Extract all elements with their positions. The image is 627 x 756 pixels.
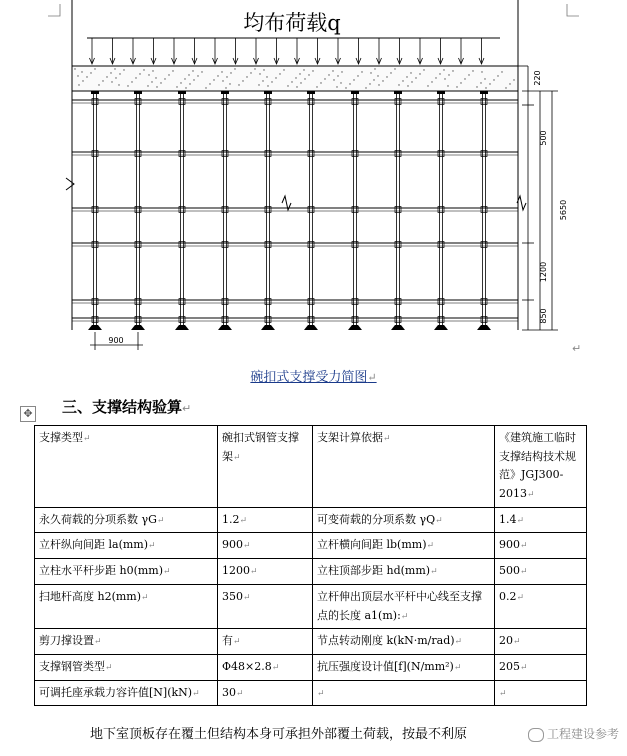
- table-row: [35, 584, 587, 628]
- table-cell: 支撑钢管类型↵: [35, 654, 218, 680]
- table-cell: 支架计算依据↵: [313, 426, 495, 508]
- table-cell: 900↵: [218, 533, 313, 559]
- dim-top-step: 500: [539, 130, 548, 146]
- table-row: [35, 654, 587, 680]
- figure-caption: 碗扣式支撑受力简图↵: [250, 370, 377, 385]
- table-cell: 节点转动刚度 k(kN·m/rad)↵: [313, 629, 495, 655]
- dim-total-height: 5650: [559, 199, 568, 221]
- table-cell: 1200↵: [218, 559, 313, 585]
- body-paragraph: 地下室顶板存在覆土但结构本身可承担外部覆土荷载，按最不利原: [90, 727, 468, 742]
- table-cell: 立杆纵向间距 la(mm)↵: [35, 533, 218, 559]
- table-cell: 0.2↵: [495, 584, 587, 628]
- dim-step: 1200: [539, 261, 548, 283]
- table-row: [35, 629, 587, 655]
- table-cell: 900↵: [495, 533, 587, 559]
- watermark: 工程建设参考: [528, 725, 619, 742]
- table-cell: 抗压强度设计值[f](N/mm²)↵: [313, 654, 495, 680]
- table-cell: 有↵: [218, 629, 313, 655]
- load-label: 均布荷载q: [243, 11, 341, 35]
- table-cell: 350↵: [218, 584, 313, 628]
- table-cell: 永久荷载的分项系数 γG↵: [35, 507, 218, 533]
- table-cell: 立杆伸出顶层水平杆中心线至支撑点的长度 a1(m):↵: [313, 584, 495, 628]
- dim-spacing: 900: [108, 336, 124, 345]
- table-cell: Φ48×2.8↵: [218, 654, 313, 680]
- corner-mark-left: [48, 4, 60, 16]
- table-cell: 扫地杆高度 h2(mm)↵: [35, 584, 218, 628]
- table-row: [35, 507, 587, 533]
- dim-bottom: 850: [539, 308, 548, 324]
- table-cell: 《建筑施工临时支撑结构技术规范》JGJ300-2013↵: [495, 426, 587, 508]
- table-cell: 1.4↵: [495, 507, 587, 533]
- section-mark: [66, 178, 74, 190]
- table-cell: 支撑类型↵: [35, 426, 218, 508]
- parameter-table: [34, 425, 587, 706]
- table-cell: 30↵: [218, 680, 313, 706]
- wechat-icon: [528, 728, 544, 742]
- table-cell: 1.2↵: [218, 507, 313, 533]
- return-mark-diagram: ↵: [572, 342, 582, 355]
- table-cell: 碗扣式钢管支撑架↵: [218, 426, 313, 508]
- table-row: [35, 426, 587, 508]
- table-cell: ↵: [495, 680, 587, 706]
- table-cell: 20↵: [495, 629, 587, 655]
- support-diagram: [0, 0, 627, 360]
- table-cell: 可调托座承载力容许值[N](kN)↵: [35, 680, 218, 706]
- table-cell: 可变荷载的分项系数 γQ↵: [313, 507, 495, 533]
- load-arrows: [90, 38, 485, 64]
- table-row: [35, 559, 587, 585]
- corner-mark-right: [567, 4, 579, 16]
- table-row: [35, 680, 587, 706]
- table-cell: 205↵: [495, 654, 587, 680]
- section-heading: 三、支撑结构验算↵: [62, 398, 192, 416]
- horizontal-bars: [72, 100, 518, 321]
- table-cell: 立杆横向间距 lb(mm)↵: [313, 533, 495, 559]
- table-cell: ↵: [313, 680, 495, 706]
- table-cell: 剪刀撑设置↵: [35, 629, 218, 655]
- table-cell: 500↵: [495, 559, 587, 585]
- table-cell: 立柱顶部步距 hd(mm)↵: [313, 559, 495, 585]
- table-cell: 立柱水平杆步距 h0(mm)↵: [35, 559, 218, 585]
- concrete-slab: [72, 66, 518, 91]
- table-row: [35, 533, 587, 559]
- table-move-handle[interactable]: ✥: [20, 406, 36, 422]
- base-plates: [88, 325, 491, 330]
- dim-slab: 220: [533, 70, 542, 86]
